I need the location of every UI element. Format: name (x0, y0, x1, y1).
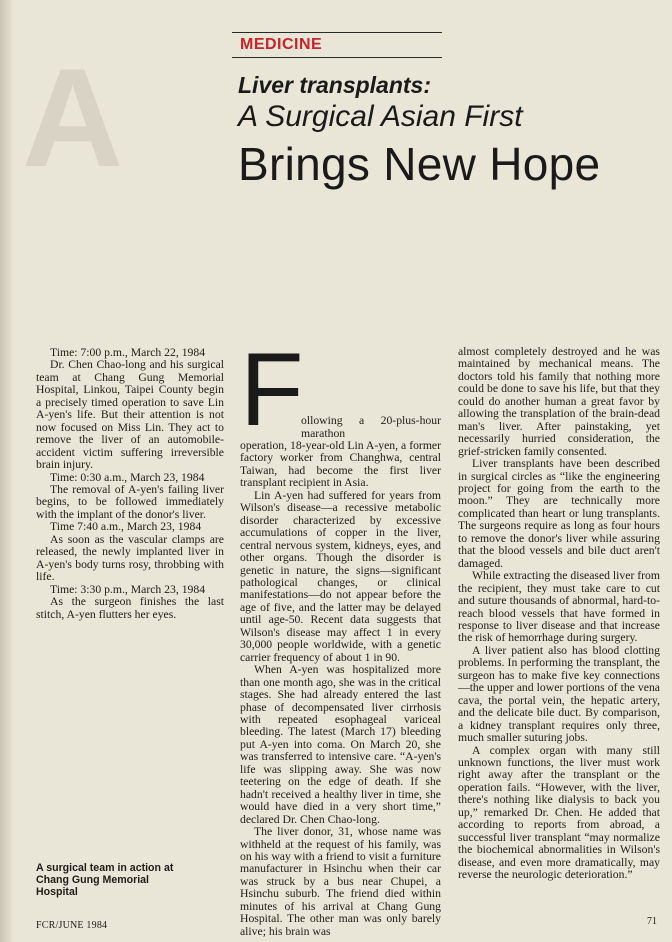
headline-kicker: Liver transplants: (238, 72, 431, 98)
section-label: MEDICINE (240, 36, 323, 53)
timeline-paragraph: As the surgeon finishes the last stitch, A-yen flutters her eyes. (36, 595, 224, 621)
timeline-time: Time 7:40 a.m., March 23, 1984 (50, 520, 202, 534)
body-paragraph: operation, 18-year-old Lin A-yen, a former factory worker from Changhwa, central Taiwan, had become the first liver transplant recipient in Asia. (240, 439, 441, 490)
section-rule-top (232, 32, 442, 33)
timeline-time: Time: 3:30 p.m., March 23, 1984 (50, 582, 206, 596)
page-binding-shadow (0, 0, 14, 942)
body-paragraph: A liver patient also has blood clotting problems. In performing the transplant, the surgeon has to make five key connections—the upper and lower portions of the vena cava, the portal vein, the hepatic artery, and the delicate bile duct. By comparison, a kidney transplant requires only three, much smaller suturing jobs. (458, 643, 660, 745)
section-rule-bottom (232, 57, 442, 58)
body-paragraph: almost completely destroyed and he was maintained by mechanical means. The doctors told his family that nothing more could be done to save his life, but that they could do another human a great favor by allowing the transplation of the brain-dead man's liver. After painstaking, yet necessarily hurried consideration, the grief-stricken family consented. (458, 345, 660, 458)
timeline-paragraph: Dr. Chen Chao-long and his surgical team at Chang Gung Memorial Hospital, Linkou, Taipei County begin a precisely timed operation to save Lin A-yen's life. But their attention is not now focused on Miss Lin. They act to remove the liver of an automobile-accident victim suffering irreversible brain injury. (36, 358, 224, 472)
body-paragraph: While extracting the diseased liver from the recipient, they must take care to cut and suture thousands of abnormal, hard-to-reach blood vessels that have formed in response to liver disease and that increase the risk of hemorrhage during surgery. (458, 569, 660, 645)
timeline-paragraph: The removal of A-yen's failing liver begins, to be followed immediately with the implant of the donor's liver. (36, 482, 224, 521)
show-through-letter: A (22, 39, 124, 196)
body-column-2 (458, 346, 660, 881)
headline-line-2: A Surgical Asian First (238, 100, 523, 133)
issue-footer: FCR/JUNE 1984 (36, 920, 108, 931)
photo-caption: A surgical team in action at Chang Gung Memorial Hospital (36, 862, 174, 898)
headline-main: Brings New Hope (238, 138, 601, 190)
timeline-time: Time: 7:00 p.m., March 22, 1984 (50, 346, 206, 359)
body-paragraph: Lin A-yen had suffered for years from Wilson's disease—a recessive metabolic disorder characterized by excessive accumulations of copper in the liver, central nervous system, kidneys, eyes, and other organs. Though the disorder is genetic in nature, the signs—significant pathological changes, or clinical manifestations—do not appear before the age of five, and the latter may be delayed until age-50. Recent data suggests that Wilson's disease may affect 1 in every 30,000 people worldwide, with a genetic carrier frequency of about 1 in 90. (240, 488, 441, 664)
timeline-column (36, 347, 224, 621)
body-paragraph: A complex organ with many still unknown functions, the liver must work right away after the transplant or the operation fails. “However, with the liver, there's nothing like dialysis to back you up,” remarked Dr. Chen. He added that according to reports from abroad, a successful liver transplant “may normalize the biochemical abnormalities in Wilson's disease, and even more dramatically, may reverse the neurologic deterioration.” (458, 743, 660, 882)
drop-cap-block (240, 332, 441, 448)
body-paragraph: When A-yen was hospitalized more than one month ago, she was in the critical stages. She had already entered the last phase of decompensated liver cirrhosis with repeated esophageal variceal bleeding. The latest (March 17) bleeding put A-yen into coma. On March 20, she was transferred to intensive care. “A-yen's life was slipping away. She was now teetering on the edge of death. If she hadn't received a healthy liver in time, she would have died in a very short time,” declared Dr. Chen Chao-long. (240, 663, 441, 826)
body-paragraph: The liver donor, 31, whose name was withheld at the request of his family, was on his way with a friend to visit a furniture manufacturer in Hsinchu when their car was struck by a bus near Chupei, a Hsinchu suburb. The friend died within minutes of his arrival at Chang Gung Hospital. The other man was only barely alive; his brain was (240, 825, 441, 938)
lead-line: ollowing a 20-plus-hour marathon (301, 414, 441, 440)
drop-cap: F (240, 332, 304, 448)
timeline-paragraph: As soon as the vascular clamps are released, the newly implanted liver in A-yen's body turns rosy, throbbing with life. (36, 532, 224, 584)
body-paragraph: Liver transplants have been described in surgical circles as “like the engineering project for going from the earth to the moon.” They are technically more complicated than heart or lung transplants. The surgeons require as long as four hours to remove the donor's liver while assuring that the blood vessels and bile duct aren't damaged. (458, 457, 660, 570)
page-number: 71 (647, 916, 657, 927)
body-column-1 (240, 332, 441, 938)
timeline-time: Time: 0:30 a.m., March 23, 1984 (50, 470, 205, 484)
